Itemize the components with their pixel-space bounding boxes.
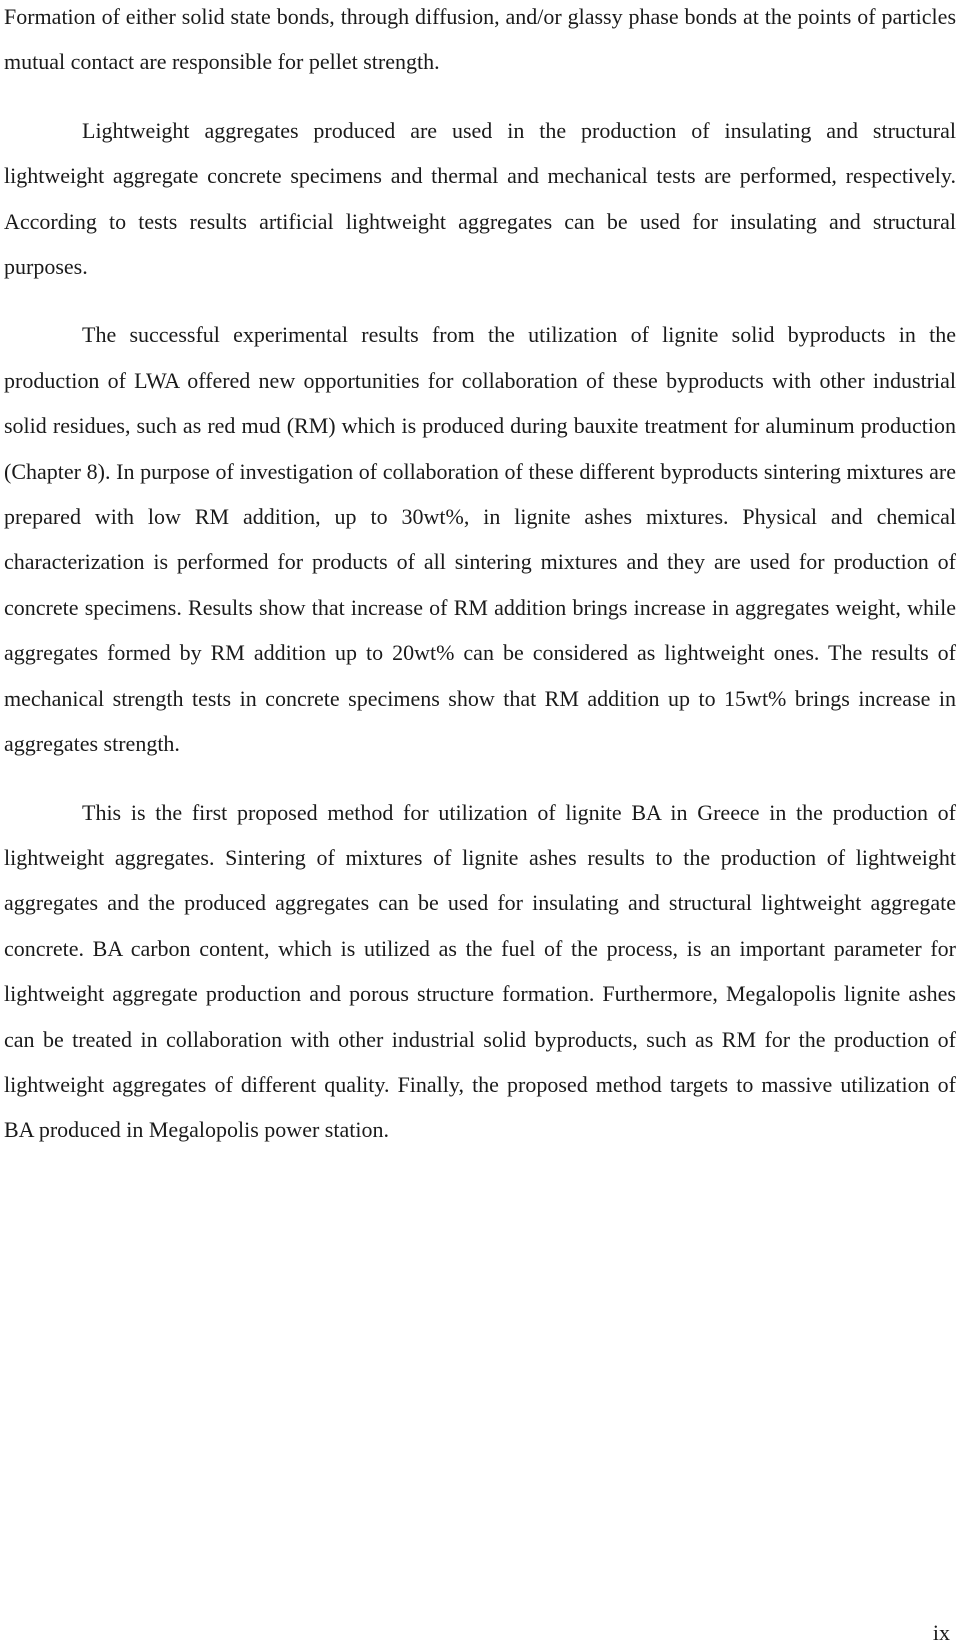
page-number: ix xyxy=(932,1620,950,1645)
paragraph-red-mud-collaboration: The successful experimental results from the utilization of lignite solid byproducts in the production of LWA offered new opportunities for collaboration of these byproducts with other industrial solid residues, such as red mud (RM) which is produced during bauxite treatment for aluminum production (Chapter 8). In purpose of investigation of collaboration of these different byproducts sintering mixtures are prepared with low RM addition, up to 30wt%, in lignite ashes mixtures. Physical and chemical characterization is performed for products of all sintering mixtures and they are used for production of concrete specimens. Results show that increase of RM addition brings increase in aggregates weight, while aggregates formed by RM addition up to 20wt% can be considered as lightweight ones. The results of mechanical strength tests in concrete specimens show that RM addition up to 15wt% brings increase in aggregates strength. xyxy=(4,322,956,757)
paragraph-lightweight-aggregates: Lightweight aggregates produced are used in the production of insulating and structural lightweight aggregate concrete specimens and thermal and mechanical tests are performed, respectively. According to tests results artificial lightweight aggregates can be used for insulating and structural purposes. xyxy=(4,117,956,280)
paragraph-proposed-method: This is the first proposed method for utilization of lignite BA in Greece in the production of lightweight aggregates. Sintering of mixtures of lignite ashes results to the production of lightweight aggregates and the produced aggregates can be used for insulating and structural lightweight aggregate concrete. BA carbon content, which is utilized as the fuel of the process, is an important parameter for lightweight aggregate production and porous structure formation. Furthermore, Megalopolis lignite ashes can be treated in collaboration with other industrial solid byproducts, such as RM for the production of lightweight aggregates of different quality. Finally, the proposed method targets to massive utilization of BA produced in Megalopolis power station. xyxy=(4,799,956,1143)
body-text xyxy=(4,0,956,1153)
paragraph-pellet-strength: Formation of either solid state bonds, through diffusion, and/or glassy phase bonds at the points of particles mutual contact are responsible for pellet strength. xyxy=(4,4,956,75)
